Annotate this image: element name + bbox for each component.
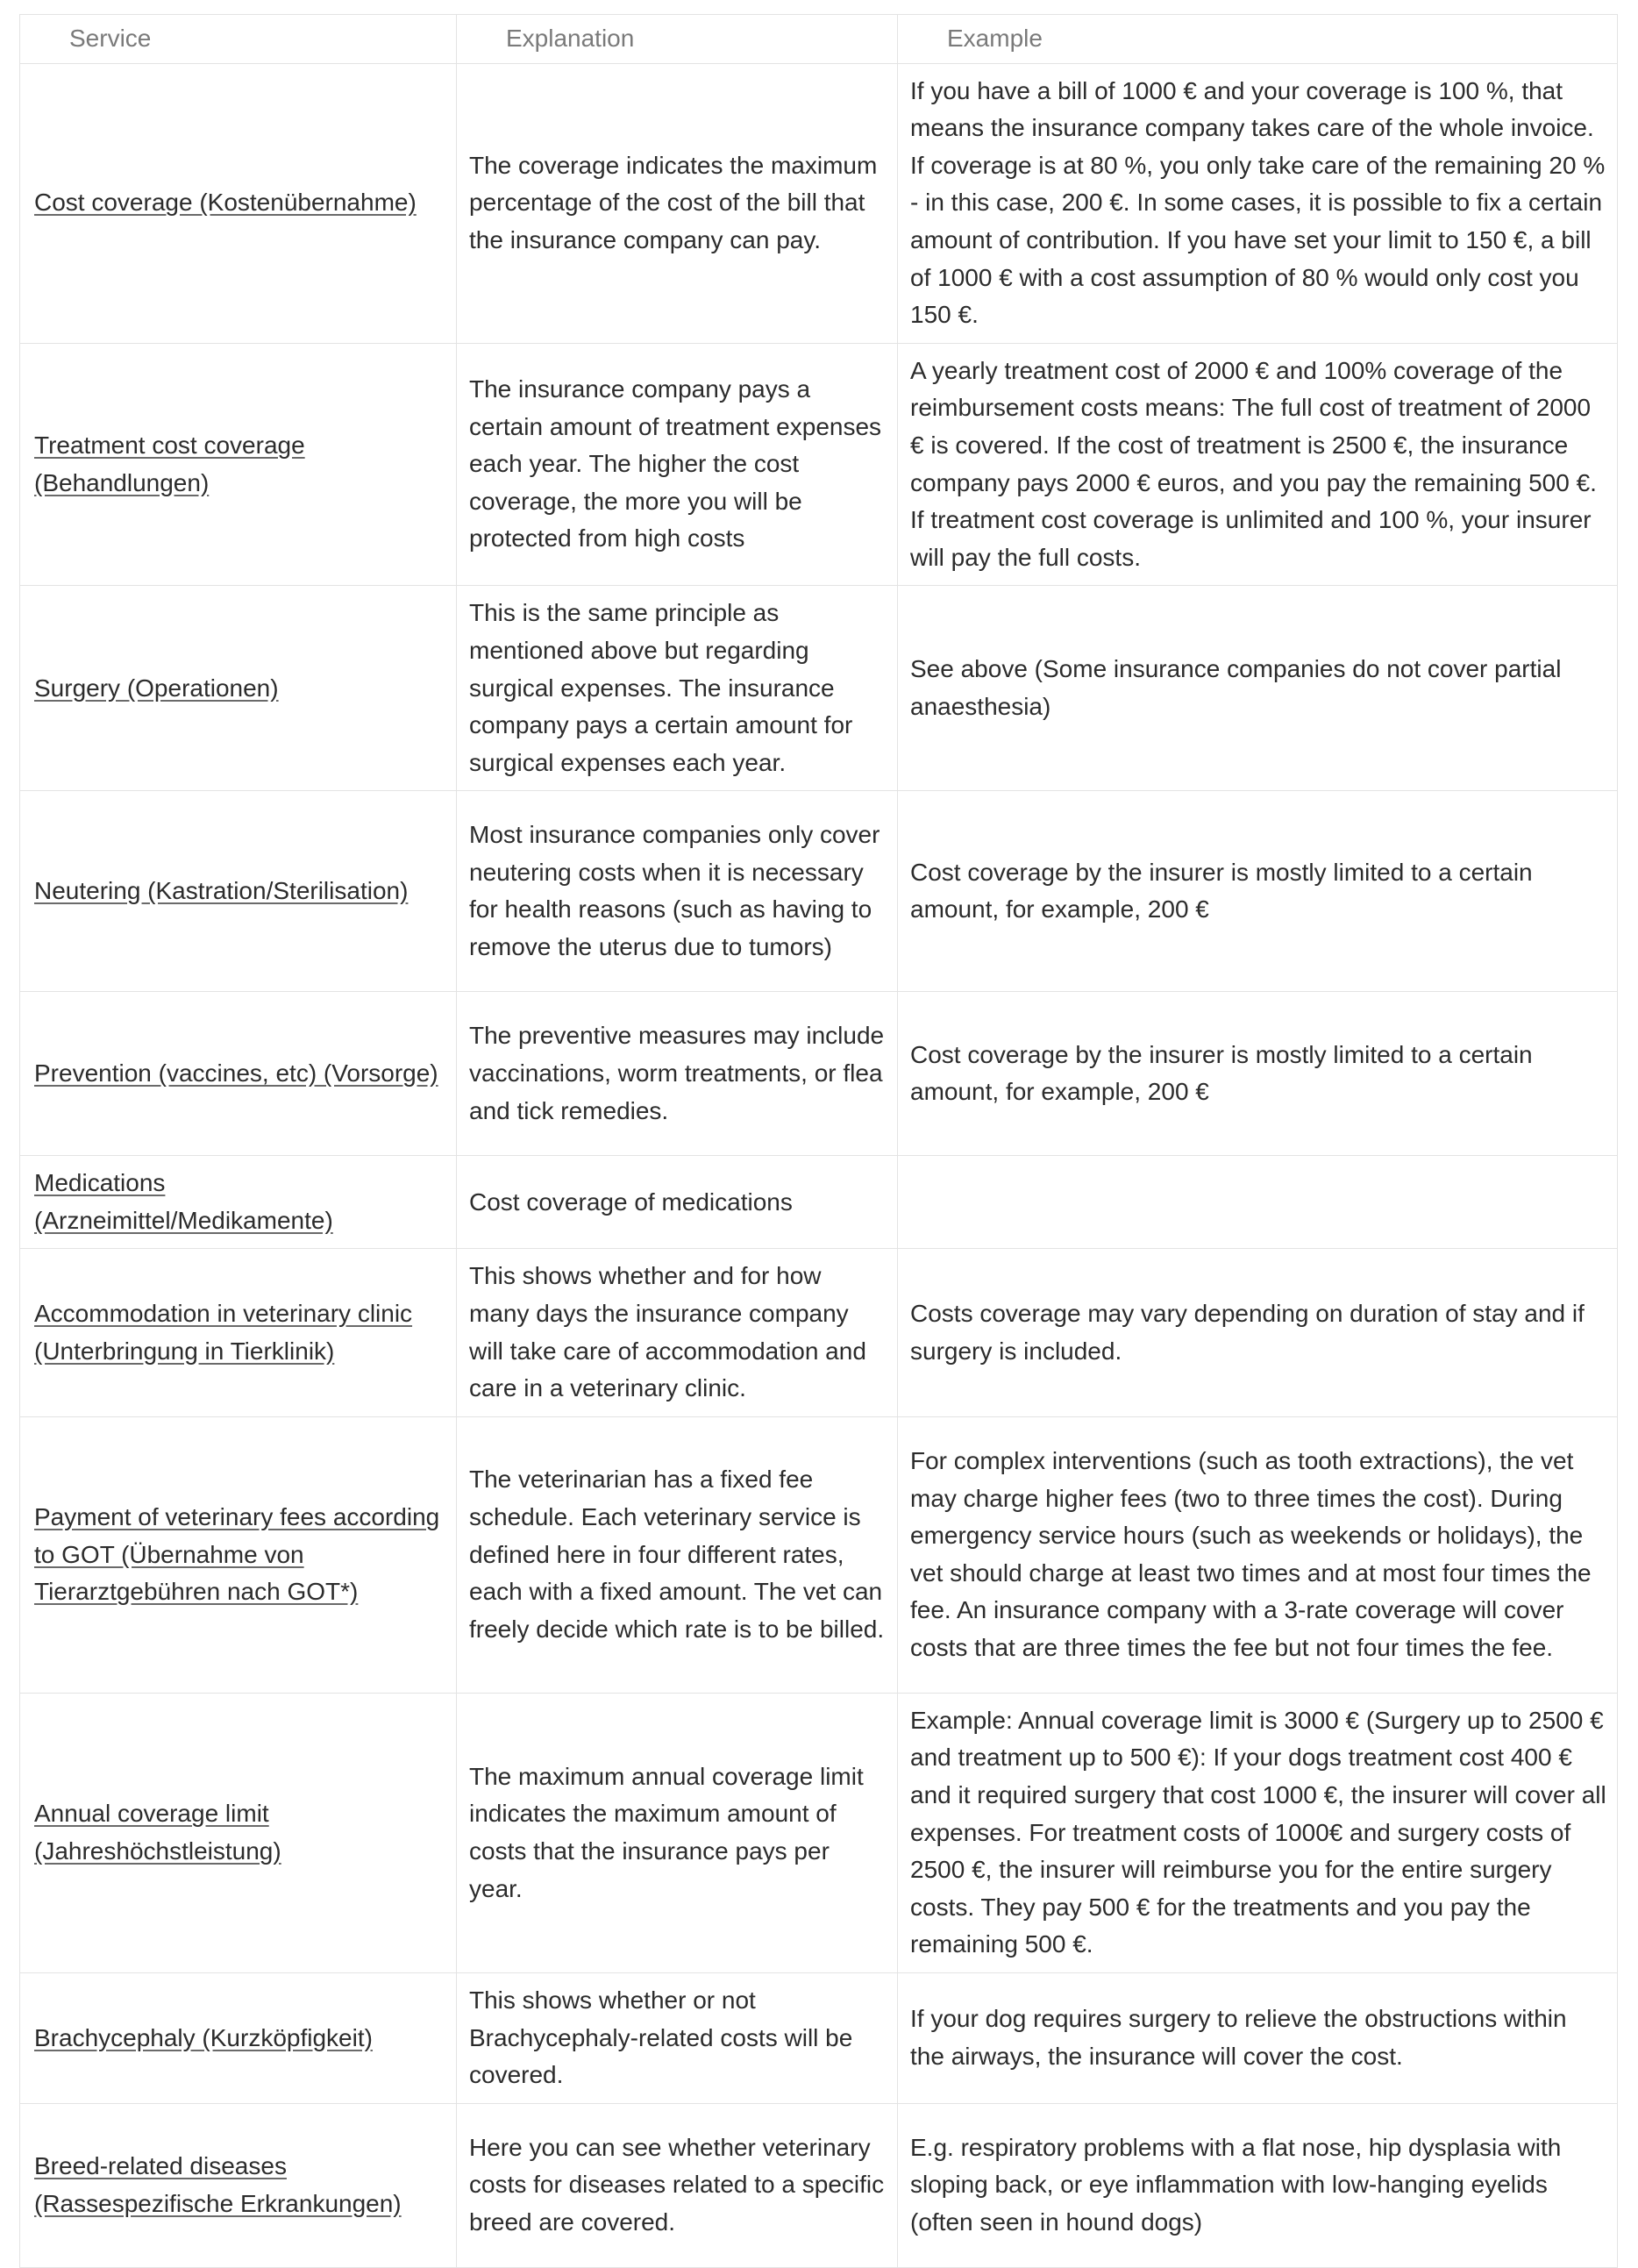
service-cell	[20, 586, 457, 791]
service-cell	[20, 1249, 457, 1416]
table-row	[20, 343, 1618, 586]
table-row	[20, 63, 1618, 343]
explanation-cell: Cost coverage of medications	[457, 1156, 898, 1249]
table-row	[20, 1416, 1618, 1693]
example-cell: Cost coverage by the insurer is mostly limited to a certain amount, for example, 200 €	[898, 992, 1618, 1156]
service-cell	[20, 992, 457, 1156]
table-row	[20, 1156, 1618, 1249]
service-link[interactable]: Annual coverage limit (Jahreshöchstleistung)	[34, 1800, 281, 1865]
table-row	[20, 992, 1618, 1156]
example-cell: A yearly treatment cost of 2000 € and 100% coverage of the reimbursement costs means: The full cost of treatment of 2000 € is covered. If the cost of treatment is 2500 €, the insurance company pays 2000 € euros, and you pay the remaining 500 €. If treatment cost coverage is unlimited and 100 %, your insurer will pay the full costs.	[898, 343, 1618, 586]
table-row	[20, 1973, 1618, 2104]
example-cell: E.g. respiratory problems with a flat nose, hip dysplasia with sloping back, or eye inflammation with low-hanging eyelids (often seen in hound dogs)	[898, 2103, 1618, 2267]
service-cell	[20, 2103, 457, 2267]
table-row	[20, 1249, 1618, 1416]
column-header-service: Service	[20, 15, 457, 64]
service-link[interactable]: Medications (Arzneimittel/Medikamente)	[34, 1169, 333, 1234]
table-row	[20, 2103, 1618, 2267]
example-cell: Example: Annual coverage limit is 3000 € (Surgery up to 2500 € and treatment up to 500 €): If your dogs treatment cost 400 € and it required surgery that cost 1000 €, the insurer will cover all expenses. For treatment costs of 1000€ and surgery costs of 2500 €, the insurer will reimburse you for the entire surgery costs. They pay 500 € for the treatments and you pay the remaining 500 €.	[898, 1693, 1618, 1972]
service-link[interactable]: Prevention (vaccines, etc) (Vorsorge)	[34, 1059, 438, 1087]
explanation-cell: The maximum annual coverage limit indicates the maximum amount of costs that the insurance pays per year.	[457, 1693, 898, 1972]
column-header-example: Example	[898, 15, 1618, 64]
explanation-cell: This shows whether or not Brachycephaly-related costs will be covered.	[457, 1973, 898, 2104]
example-cell	[898, 1156, 1618, 1249]
explanation-cell: Here you can see whether veterinary costs for diseases related to a specific breed are covered.	[457, 2103, 898, 2267]
example-cell: Cost coverage by the insurer is mostly limited to a certain amount, for example, 200 €	[898, 791, 1618, 992]
example-cell: Costs coverage may vary depending on duration of stay and if surgery is included.	[898, 1249, 1618, 1416]
service-cell	[20, 1693, 457, 1972]
service-link[interactable]: Surgery (Operationen)	[34, 674, 279, 702]
example-cell: For complex interventions (such as tooth extractions), the vet may charge higher fees (two to three times the cost). During emergency service hours (such as weekends or holidays), the vet should charge at least two times and at most four times the fee. An insurance company with a 3-rate coverage will cover costs that are three times the fee but not four times the fee.	[898, 1416, 1618, 1693]
example-cell: If you have a bill of 1000 € and your coverage is 100 %, that means the insurance company takes care of the whole invoice. If coverage is at 80 %, you only take care of the remaining 20 % - in this case, 200 €. In some cases, it is possible to fix a certain amount of contribution. If you have set your limit to 150 €, a bill of 1000 € with a cost assumption of 80 % would only cost you 150 €.	[898, 63, 1618, 343]
example-cell: If your dog requires surgery to relieve the obstructions within the airways, the insurance will cover the cost.	[898, 1973, 1618, 2104]
service-link[interactable]: Cost coverage (Kostenübernahme)	[34, 189, 417, 217]
explanation-cell: This shows whether and for how many days the insurance company will take care of accommodation and care in a veterinary clinic.	[457, 1249, 898, 1416]
table-header-row	[20, 15, 1618, 64]
explanation-cell: The veterinarian has a fixed fee schedule. Each veterinary service is defined here in four different rates, each with a fixed amount. The vet can freely decide which rate is to be billed.	[457, 1416, 898, 1693]
service-cell	[20, 1973, 457, 2104]
explanation-cell: The preventive measures may include vaccinations, worm treatments, or flea and tick remedies.	[457, 992, 898, 1156]
explanation-cell: The insurance company pays a certain amount of treatment expenses each year. The higher the cost coverage, the more you will be protected from high costs	[457, 343, 898, 586]
service-cell	[20, 1156, 457, 1249]
column-header-explanation: Explanation	[457, 15, 898, 64]
insurance-services-table	[19, 14, 1618, 2268]
service-cell	[20, 343, 457, 586]
service-link[interactable]: Treatment cost coverage (Behandlungen)	[34, 431, 305, 496]
service-cell	[20, 791, 457, 992]
service-link[interactable]: Payment of veterinary fees according to GOT (Übernahme von Tierarztgebühren nach GOT*)	[34, 1502, 440, 1606]
table-row	[20, 1693, 1618, 1972]
service-cell	[20, 1416, 457, 1693]
service-cell	[20, 63, 457, 343]
service-link[interactable]: Brachycephaly (Kurzköpfigkeit)	[34, 2023, 373, 2051]
explanation-cell: The coverage indicates the maximum percentage of the cost of the bill that the insurance company can pay.	[457, 63, 898, 343]
service-link[interactable]: Neutering (Kastration/Sterilisation)	[34, 876, 409, 904]
example-cell: See above (Some insurance companies do not cover partial anaesthesia)	[898, 586, 1618, 791]
table-row	[20, 586, 1618, 791]
service-link[interactable]: Breed-related diseases (Rassespezifische Erkrankungen)	[34, 2152, 402, 2217]
explanation-cell: Most insurance companies only cover neutering costs when it is necessary for health reasons (such as having to remove the uterus due to tumors)	[457, 791, 898, 992]
explanation-cell: This is the same principle as mentioned above but regarding surgical expenses. The insurance company pays a certain amount for surgical expenses each year.	[457, 586, 898, 791]
insurance-services-table-container	[19, 14, 1617, 2268]
table-row	[20, 791, 1618, 992]
service-link[interactable]: Accommodation in veterinary clinic (Unterbringung in Tierklinik)	[34, 1300, 413, 1365]
